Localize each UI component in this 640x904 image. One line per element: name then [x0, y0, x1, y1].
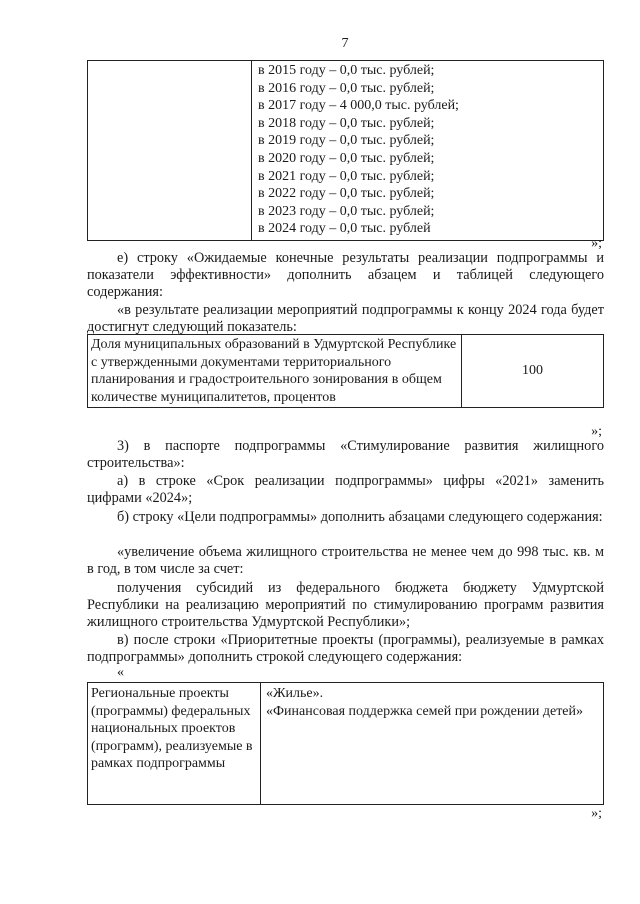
projects-label-cell: Региональные проекты (программы) федеральных национальных проектов (программ), реализуемые в рамках подпрограммы: [88, 683, 261, 805]
paragraph-3: [87, 438, 604, 472]
paragraph-subsidies: [87, 580, 604, 632]
table-row: [88, 683, 604, 805]
table-row: [88, 61, 604, 241]
funding-table-label-cell: [88, 61, 252, 241]
funding-line-2023: в 2023 году – 0,0 тыс. рублей;: [258, 203, 435, 219]
funding-line-2016: в 2016 году – 0,0 тыс. рублей;: [258, 80, 435, 96]
paragraph-result-text: «в результате реализации мероприятий подпрограммы к концу 2024 года будет достигнут следующий показатель:: [87, 302, 604, 336]
paragraph-a: [87, 473, 604, 507]
closing-quote: »;: [591, 424, 602, 439]
indicator-label-cell: Доля муниципальных образований в Удмуртской Республике с утвержденными документами территориального планирования и градостроительного зонирования в общем количестве муниципалитетов, процентов: [88, 335, 462, 408]
paragraph-increase-text: «увеличение объема жилищного строительства не менее чем до 998 тыс. кв. м в год, в том числе за счет:: [87, 544, 604, 578]
table-row: [88, 335, 604, 408]
funding-line-2017: в 2017 году – 4 000,0 тыс. рублей;: [258, 98, 459, 114]
funding-line-2015: в 2015 году – 0,0 тыс. рублей;: [258, 63, 435, 78]
opening-quote: «: [117, 665, 124, 680]
paragraph-e-text: е) строку «Ожидаемые конечные результаты реализации подпрограммы и показатели эффективности» дополнить абзацем и таблицей следующего содержания:: [87, 250, 604, 301]
funding-line-2018: в 2018 году – 0,0 тыс. рублей;: [258, 115, 435, 131]
funding-line-2021: в 2021 году – 0,0 тыс. рублей;: [258, 168, 435, 184]
projects-line-housing: «Жилье».: [266, 686, 324, 701]
closing-quote: »;: [591, 236, 602, 251]
paragraph-subsidies-text: получения субсидий из федерального бюджета бюджету Удмуртской Республики на реализацию мероприятий по стимулированию программ развития жилищного строительства Удмуртской Республики»;: [87, 580, 604, 631]
paragraph-v-text: в) после строки «Приоритетные проекты (программы), реализуемые в рамках подпрограммы» дополнить строкой следующего содержания:: [87, 632, 604, 666]
page-number: 7: [341, 36, 349, 51]
paragraph-b-text: б) строку «Цели подпрограммы» дополнить абзацами следующего содержания:: [117, 509, 603, 525]
indicator-value-cell: 100: [462, 335, 604, 408]
funding-line-2020: в 2020 году – 0,0 тыс. рублей;: [258, 150, 435, 166]
closing-quote: »;: [591, 806, 602, 821]
funding-table-values-cell: [252, 61, 604, 241]
paragraph-3-text: 3) в паспорте подпрограммы «Стимулирование развития жилищного строительства»:: [87, 438, 604, 472]
projects-line-family-support: «Финансовая поддержка семей при рождении детей»: [266, 703, 584, 719]
paragraph-increase: [87, 544, 604, 578]
paragraph-e: [87, 250, 604, 302]
projects-value-cell: [261, 683, 604, 805]
paragraph-a-text: а) в строке «Срок реализации подпрограммы» цифры «2021» заменить цифрами «2024»;: [87, 473, 604, 507]
paragraph-result: [87, 302, 604, 336]
indicator-table: [87, 334, 604, 408]
funding-line-2022: в 2022 году – 0,0 тыс. рублей;: [258, 186, 435, 202]
funding-line-2019: в 2019 году – 0,0 тыс. рублей;: [258, 133, 435, 149]
paragraph-v: [87, 632, 604, 666]
funding-line-2024: в 2024 году – 0,0 тыс. рублей: [258, 221, 431, 237]
projects-table: [87, 682, 604, 805]
paragraph-b: [87, 509, 604, 526]
funding-table: [87, 60, 604, 241]
